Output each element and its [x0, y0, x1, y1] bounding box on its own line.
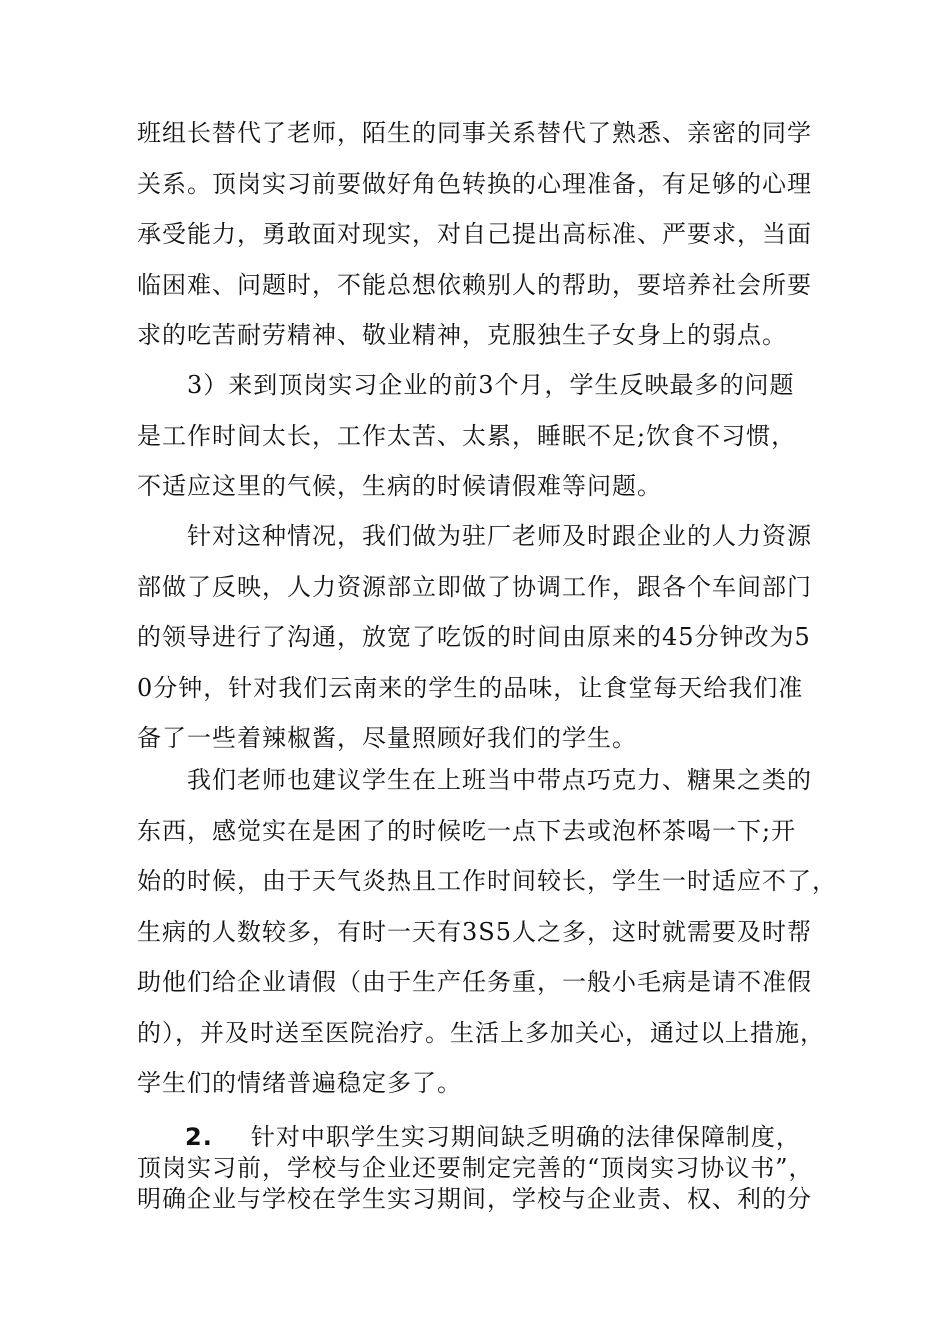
text-line: 的领导进行了沟通，放宽了吃饭的时间由原来的45分钟改为5	[137, 623, 811, 651]
text-line: 承受能力，勇敢面对现实，对自己提出高标准、严要求，当面	[137, 220, 812, 248]
text-line: 临困难、问题时，不能总想依赖别人的帮助，要培养社会所要	[137, 270, 812, 299]
text-line: 不适应这里的气候，生病的时候请假难等问题。	[137, 472, 662, 500]
text-line: 备了一些着辣椒酱，尽量照顾好我们的学生。	[137, 724, 637, 752]
text-line: 针对这种情况，我们做为驻厂老师及时跟企业的人力资源	[137, 522, 812, 550]
text-line: 0分钟，针对我们云南来的学生的品味，让食堂每天给我们准	[137, 673, 804, 702]
text-line: 关系。顶岗实习前要做好角色转换的心理准备，有足够的心理	[137, 169, 812, 198]
text-line: 3）来到顶岗实习企业的前3个月，学生反映最多的问题	[137, 371, 795, 399]
text-line: 东西，感觉实在是困了的时候吃一点下去或泡杯茶喝一下;开	[137, 816, 797, 845]
text-line: 明确企业与学校在学生实习期间，学校与企业责、权、利的分	[137, 1185, 812, 1213]
paragraph-3	[137, 511, 837, 764]
section-number: 2.	[185, 1123, 213, 1151]
text-line: 学生们的情绪普遍稳定多了。	[137, 1069, 462, 1097]
text-line: 始的时候，由于天气炎热且工作时间较长，学生一时适应不了，	[137, 867, 837, 895]
text-line: 生病的人数较多，有时一天有3S5人之多，这时就需要及时帮	[137, 917, 812, 946]
text-line: 是工作时间太长，工作太苦、太累，睡眠不足;饮食不习惯，	[137, 421, 797, 450]
paragraph-2	[137, 360, 837, 512]
text-line: 我们老师也建议学生在上班当中带点巧克力、糖果之类的	[137, 766, 812, 794]
text-line: 班组长替代了老师，陌生的同事关系替代了熟悉、亲密的同学	[137, 119, 812, 147]
text-line: 部做了反映，人力资源部立即做了协调工作，跟各个车间部门	[137, 572, 812, 601]
text-line	[137, 1122, 837, 1153]
text-line: 的），并及时送至医院治疗。生活上多加关心，通过以上措施，	[137, 1018, 825, 1047]
text-line: 求的吃苦耐劳精神、敬业精神，克服独生子女身上的弱点。	[137, 321, 787, 349]
paragraph-1	[137, 108, 837, 361]
text-line: 顶岗实习前，学校与企业还要制定完善的“顶岗实习协议书”，	[137, 1154, 814, 1182]
text-line: 助他们给企业请假（由于生产任务重，一般小毛病是请不准假	[137, 968, 812, 996]
section-text: 针对中职学生实习期间缺乏明确的法律保障制度，	[250, 1123, 801, 1151]
paragraph-4	[137, 755, 837, 1109]
section-2	[137, 1122, 837, 1215]
